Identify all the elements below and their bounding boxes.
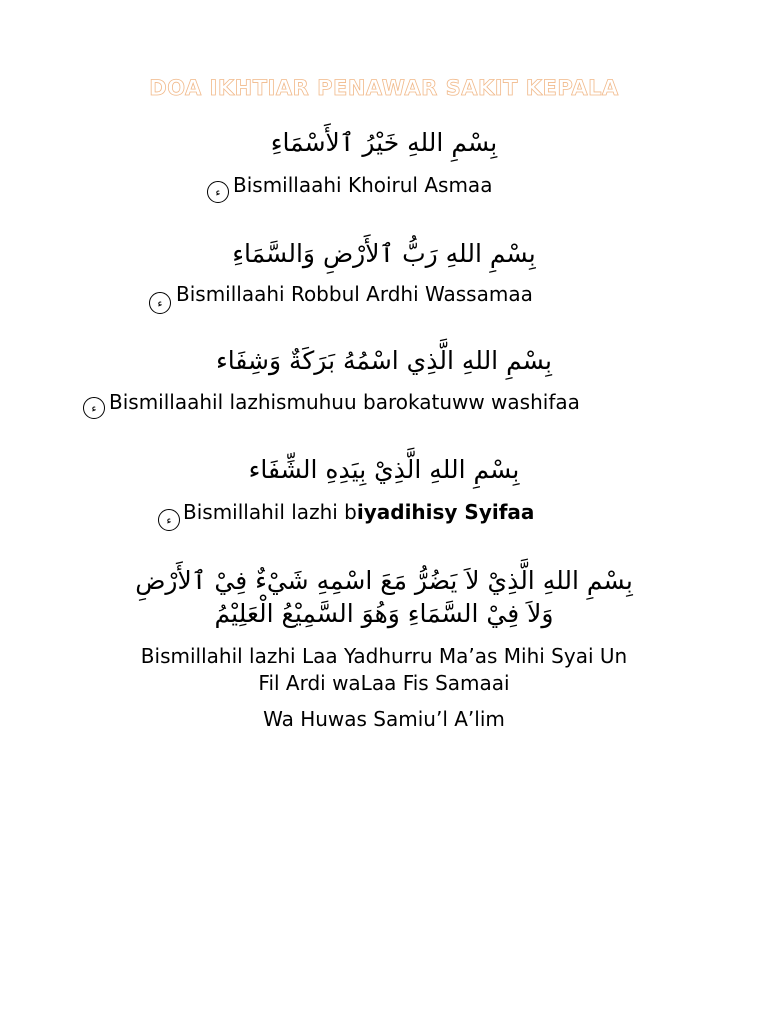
verse-4-hamza-marker: ء (158, 509, 180, 531)
verse-4-arabic: بِسْمِ اللهِ الَّذِيْ بِيَدِهِ الشِّفَاء (248, 455, 520, 484)
verse-1-hamza-marker: ء (207, 181, 229, 203)
final-verse-arabic-line-2: وَلاَ فِيْ السَّمَاءِ وَهُوَ السَّمِيْعُ الْعَلِيْمُ (214, 599, 554, 628)
verse-2-hamza-marker: ء (149, 292, 171, 314)
verse-3-latin: Bismillaahil lazhismuhuu barokatuww washifaa (109, 390, 580, 414)
final-verse-arabic-line-1: بِسْمِ اللهِ الَّذِيْ لاَ يَضُرُّ مَعَ اسْمِهِ شَيْءٌ فِيْ ٱلأَرْضِ (135, 566, 633, 595)
verse-1-arabic: بِسْمِ اللهِ خَيْرُ ٱلأَسْمَاءِ (270, 128, 498, 157)
page-title: DOA IKHTIAR PENAWAR SAKIT KEPALA (149, 76, 619, 100)
final-verse-latin-line-3: Wa Huwas Samiu’l A’lim (263, 707, 505, 731)
verse-4-latin (183, 500, 534, 524)
verse-4-latin-normal: Bismillahil lazhi b (183, 500, 357, 524)
verse-2-latin: Bismillaahi Robbul Ardhi Wassamaa (176, 282, 533, 306)
verse-4-latin-bold: iyadihisy Syifaa (356, 500, 535, 524)
verse-1-latin: Bismillaahi Khoirul Asmaa (233, 173, 493, 197)
verse-3-arabic: بِسْمِ اللهِ الَّذِي اسْمُهُ بَرَكَةٌ وَشِفَاء (216, 346, 552, 375)
verse-3-hamza-marker: ء (83, 397, 105, 419)
verse-2-arabic: بِسْمِ اللهِ رَبُّ ٱلأَرْضِ وَالسَّمَاءِ (232, 239, 536, 268)
final-verse-latin-line-2: Fil Ardi waLaa Fis Samaai (258, 671, 510, 695)
final-verse-latin-line-1: Bismillahil lazhi Laa Yadhurru Ma’as Mihi Syai Un (140, 644, 628, 668)
